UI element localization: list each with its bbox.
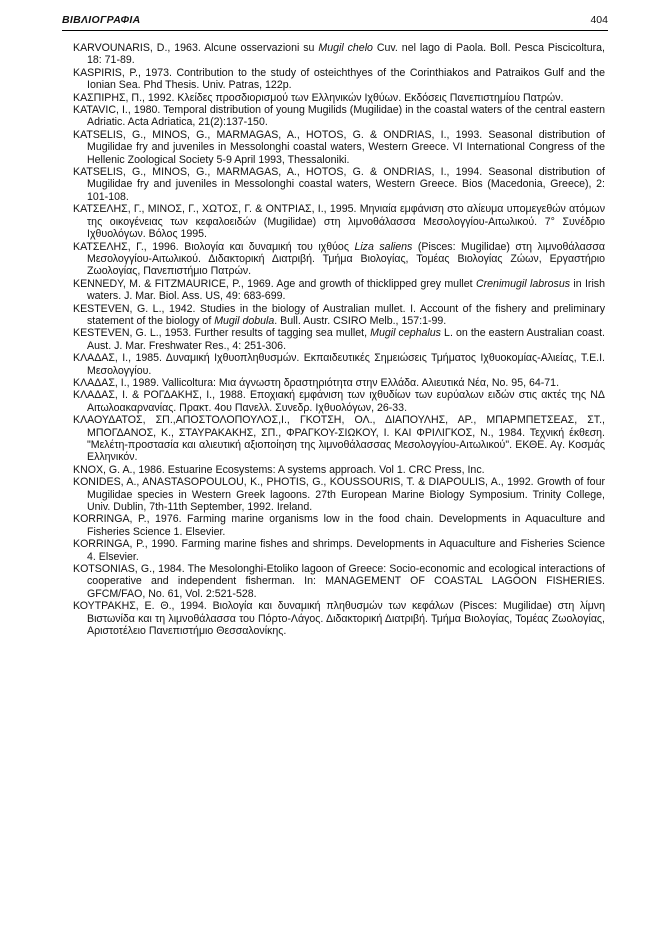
reference-entry bbox=[73, 166, 605, 203]
reference-entry bbox=[73, 104, 605, 129]
reference-text: L. on the eastern Australian coast. Aust. J. Mar. Freshwater Res., 4: 251-306. bbox=[87, 327, 605, 352]
reference-text: KATSELIS, G., MINOS, G., MARMAGAS, A., HOTOS, G. & ONDRIAS, I., 1994. Seasonal distribution of Mugilidae fry and juveniles in Messolonghi coastal waters, Western Greece. Bios (Macedonia, Greece), 2: 101-108. bbox=[73, 166, 605, 203]
reference-entry bbox=[73, 241, 605, 278]
reference-text: ΚΛΑΔΑΣ, Ι., 1989. Vallicoltura: Μια άγνωστη δραστηριότητα στην Ελλάδα. Αλιευτικά Νέα, Νο. 95, 64-71. bbox=[73, 376, 560, 389]
reference-text: KORRINGA, P., 1976. Farming marine organisms low in the food chain. Developments in Aquaculture and Fisheries Science 1. Elsevier. bbox=[73, 513, 605, 538]
page-header bbox=[62, 12, 608, 31]
reference-text: KESTEVEN, G. L., 1942. Studies in the biology of Australian mullet. I. Account of the fishery and preliminary statement of the biology of bbox=[73, 302, 605, 327]
reference-text: ΚΑΣΠΙΡΗΣ, Π., 1992. Κλείδες προσδιορισμού των Ελληνικών Ιχθύων. Εκδόσεις Πανεπιστημίου Πατρών. bbox=[73, 91, 564, 104]
reference-entry bbox=[73, 203, 605, 240]
reference-text: KORRINGA, P., 1990. Farming marine fishes and shrimps. Developments in Aquaculture and Fisheries Science 4. Elsevier. bbox=[73, 538, 605, 563]
reference-entry bbox=[73, 538, 605, 563]
page-number: 404 bbox=[590, 14, 608, 26]
reference-text: ΚΛΑΔΑΣ, Ι., 1985. Δυναμική Ιχθυοπληθυσμών. Εκπαιδευτικές Σημειώσεις Τμήματος Ιχθυοκομίας-Αλιείας, Τ.Ε.Ι. Μεσολογγίου. bbox=[73, 352, 605, 377]
reference-entry bbox=[73, 352, 605, 377]
reference-entry bbox=[73, 278, 605, 303]
reference-text: KOTSONIAS, G., 1984. The Mesolonghi-Etoliko lagoon of Greece: Socio-economic and ecological interactions of cooperative and independent fisherman. In: MANAGEMENT OF COASTAL LAGOON FISHERIES. GFCM/FAO, No. 61, Vol. 2:521-528. bbox=[73, 563, 605, 600]
reference-text: Cuv. nel lago di Paola. Boll. Pesca Piscicoltura, 18: 71-89. bbox=[87, 42, 605, 67]
reference-text: (Pisces: Mugilidae) στη λιμνοθάλασσα Μεσολογγίου-Αιτωλικού. Διδακτορική Διατριβή. Τμήμα Βιολογίας, Τομέας Βιολογίας Ζώων, Εργαστήριο Ζωολογίας, Πανεπιστήμιο Πατρών. bbox=[87, 240, 605, 278]
running-title: ΒΙΒΛΙΟΓΡΑΦΙΑ bbox=[62, 14, 141, 26]
reference-text: KATSELIS, G., MINOS, G., MARMAGAS, A., HOTOS, G. & ONDRIAS, I., 1993. Seasonal distribution of Mugilidae fry and juveniles in Messolonghi coastal waters, Western Greece. VI International Congress of the Hellenic Zoological Society 5-9 April 1993, Thessaloniki. bbox=[73, 128, 605, 166]
reference-entry bbox=[73, 513, 605, 538]
reference-text: ΚΟΥΤΡΑΚΗΣ, Ε. Θ., 1994. Βιολογία και δυναμική πληθυσμών των κεφάλων (Pisces: Mugilidae) στη λίμνη Βιστωνίδα και τη λιμνοθάλασσα του Πόρτο-Λάγος. Διδακτορική Διατριβή. Τμήμα Βιολογίας, Τομέας Ζωολογίας, Αριστοτέλειο Πανεπιστήμιο Θεσσαλονίκης. bbox=[73, 600, 605, 638]
reference-entry bbox=[73, 92, 605, 104]
reference-text: ΚΛΑΟΥΔΑΤΟΣ, ΣΠ.,ΑΠΟΣΤΟΛΟΠΟΥΛΟΣ,Ι., ΓΚΟΤΣΗ, ΟΛ., ΔΙΑΠΟΥΛΗΣ, ΑΡ., ΜΠΑΡΜΠΕΤΣΕΑΣ, ΣΤ., ΜΠΟΓΔΑΝΟΣ, Κ., ΣΤΑΥΡΑΚΑΚΗΣ, ΣΠ., ΦΡΑΓΚΟΥ-ΣΙΩΚΟΥ, Ι. ΚΑΙ ΦΡΙΛΙΓΚΟΣ, Ν., 1984. Τεχνική έκθεση. "Μελέτη-προστασία και αλιευτική αξιοποίηση της λιμνοθάλασσας Μεσολογγίου-Αιτωλικού". ΕΚΘΕ. Αγ. Κοσμάς Ελληνικόν. bbox=[73, 414, 605, 464]
species-name: Mugil dobula bbox=[214, 314, 275, 327]
reference-entry bbox=[73, 464, 605, 476]
reference-text: KASPIRIS, P., 1973. Contribution to the study of osteichthyes of the Corinthiakos and Patraikos Gulf and the Ionian Sea. Phd Thesis. Univ. Patras, 122p. bbox=[73, 66, 605, 92]
reference-text: KONIDES, A., ANASTASOPOULOU, K., PHOTIS, G., KOUSSOURIS, T. & DIAPOULIS, A., 1992. Growth of four Mugilidae species in Western Greek lagoons. 27th European Marine Biology Symposium. Trinity College, Univ. Dublin, 7th-11th September, 1992. Ireland. bbox=[73, 476, 605, 514]
reference-entry bbox=[73, 476, 605, 513]
reference-entry bbox=[73, 42, 605, 67]
reference-text: in Irish waters. J. Mar. Biol. Ass. US, 49: 683-699. bbox=[87, 277, 605, 303]
reference-entry bbox=[73, 377, 605, 389]
reference-text: ΚΛΑΔΑΣ, Ι. & ΡΟΓΔΑΚΗΣ, Ι., 1988. Εποχιακή εμφάνιση των ιχθυδίων των ευρύαλων ειδών στις ακτές της ΝΔ Αιτωλοακαρνανίας. Πρακτ. 4ου Πανελλ. Συνεδρ. Ιχθυολόγων, 26-33. bbox=[73, 389, 605, 414]
reference-text: KARVOUNARIS, D., 1963. Alcune osservazioni su bbox=[73, 42, 319, 54]
reference-entry bbox=[73, 303, 605, 328]
reference-entry bbox=[73, 67, 605, 92]
species-name: Crenimugil labrosus bbox=[475, 277, 571, 290]
reference-text: ΚΑΤΣΕΛΗΣ, Γ., ΜΙΝΟΣ, Γ., ΧΩΤΟΣ, Γ. & ΟΝΤΡΙΑΣ, Ι., 1995. Μηνιαία εμφάνιση στο αλίευμα υπομεγεθών ατόμων της οικογένειας των κεφαλοειδών (Mugilidae) στη λιμνοθάλασσα Μεσολογγίου-Αιτωλικού. 7° Συνέδριο Ιχθυολόγων. Βόλος 1995. bbox=[73, 203, 605, 241]
species-name: Mugil chelo bbox=[318, 42, 373, 54]
species-name: Liza saliens bbox=[354, 240, 413, 253]
reference-entry bbox=[73, 389, 605, 414]
reference-text: KENNEDY, M. & FITZMAURICE, P., 1969. Age and growth of thicklipped grey mullet bbox=[73, 277, 476, 290]
reference-text: . Bull. Austr. CSIRO Melb., 157:1-99. bbox=[274, 314, 447, 327]
reference-text: KATAVIC, I., 1980. Temporal distribution of young Mugilids (Mugilidae) in the coastal waters of the central eastern Adriatic. Acta Adriatica, 21(2):137-150. bbox=[73, 104, 605, 129]
reference-entry bbox=[73, 129, 605, 166]
reference-text: KESTEVEN, G. L., 1953. Further results of tagging sea mullet, bbox=[73, 327, 371, 340]
reference-text: ΚΑΤΣΕΛΗΣ, Γ., 1996. Βιολογία και δυναμική του ιχθύος bbox=[73, 240, 355, 253]
reference-entry bbox=[73, 563, 605, 600]
reference-list bbox=[73, 42, 605, 638]
reference-entry bbox=[73, 414, 605, 464]
reference-entry bbox=[73, 600, 605, 637]
species-name: Mugil cephalus bbox=[370, 327, 441, 340]
reference-text: KNOX, G. A., 1986. Estuarine Ecosystems: A systems approach. Vol 1. CRC Press, Inc. bbox=[73, 463, 485, 476]
reference-entry bbox=[73, 327, 605, 352]
